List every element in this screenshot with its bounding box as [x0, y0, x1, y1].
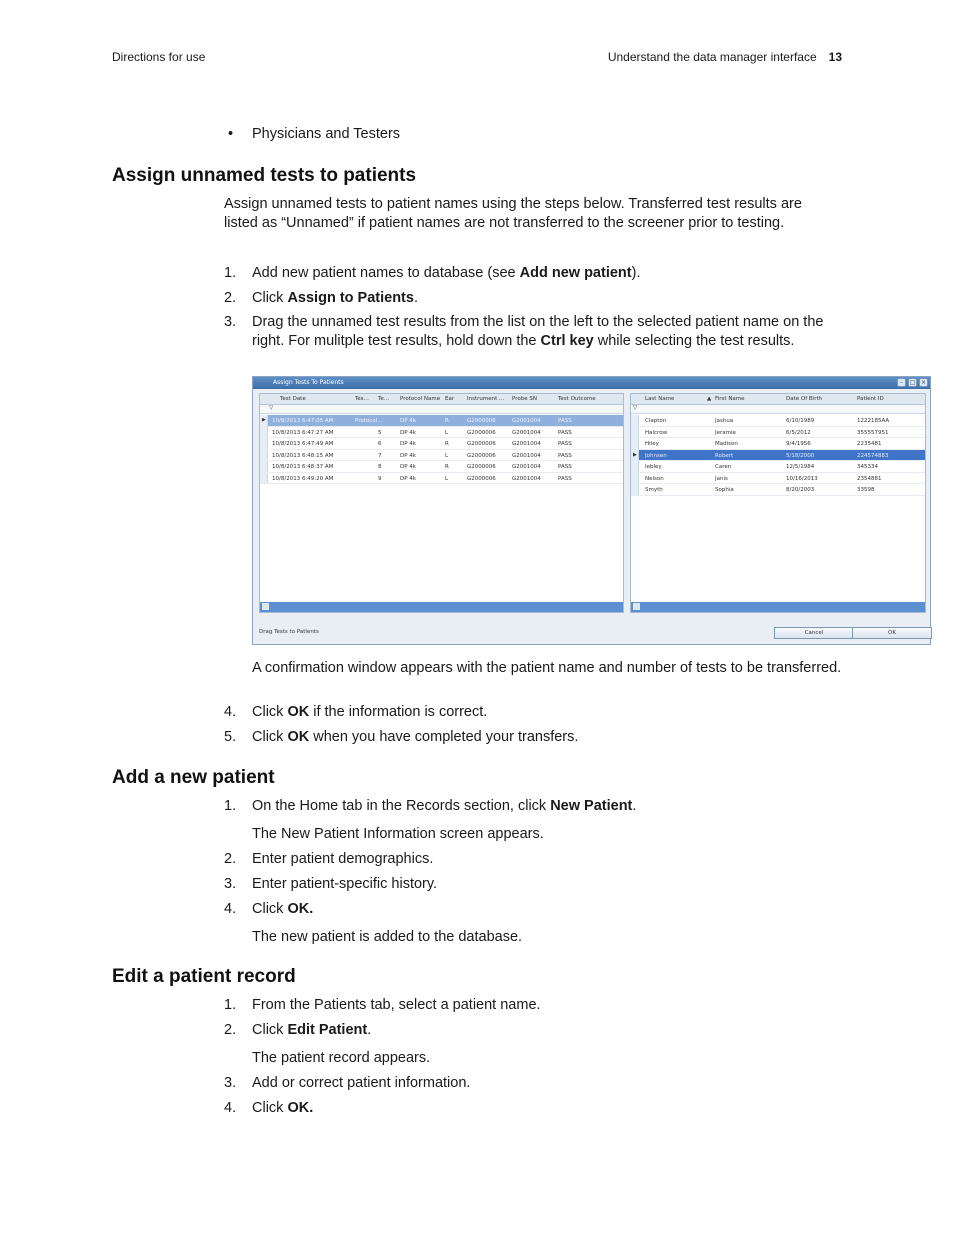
table-cell: PASS [558, 441, 572, 447]
table-cell: 12/5/1984 [786, 464, 815, 470]
col-header[interactable]: Test Date [280, 396, 306, 402]
table-row[interactable] [631, 450, 925, 462]
table-cell: 10/16/2013 [786, 475, 818, 482]
table-cell: L [445, 429, 449, 436]
step-number: 4. [224, 901, 237, 917]
table-cell: 10/8/2013 6:47:05 AM [272, 418, 334, 424]
table-cell: PASS [558, 418, 572, 424]
col-header[interactable]: Date Of Birth [786, 396, 823, 402]
running-header-right [608, 50, 842, 64]
row-selector[interactable] [631, 473, 639, 484]
row-selector[interactable] [631, 427, 639, 438]
maximize-icon[interactable]: □ [909, 379, 916, 386]
table-row[interactable] [631, 473, 925, 485]
row-selector[interactable] [260, 473, 268, 484]
table-cell: 10/8/2013 6:47:27 AM [272, 429, 334, 436]
row-selector[interactable] [260, 427, 268, 438]
table-cell: 355557951 [857, 429, 889, 436]
sort-icon: ▲ [707, 396, 712, 402]
table-cell: Johnsen [645, 452, 667, 459]
step-number: 2. [224, 290, 237, 306]
table-cell: G2000006 [467, 464, 496, 470]
assign-tests-window [252, 376, 931, 645]
table-cell: Jeramie [715, 429, 736, 436]
running-header-left: Directions for use [112, 50, 206, 64]
table-cell: G2001004 [512, 429, 541, 436]
status-text: Drag Tests to Patients [259, 629, 319, 635]
checkbox-icon[interactable] [262, 603, 269, 610]
table-row[interactable] [631, 438, 925, 450]
cancel-button[interactable]: Cancel [774, 627, 854, 639]
table-cell: Janis [715, 475, 728, 482]
row-selector[interactable] [631, 484, 639, 495]
table-cell: Protocol... [355, 418, 383, 424]
col-header[interactable]: Patient ID [857, 396, 884, 402]
table-cell: 9 [378, 475, 382, 482]
step-number: 2. [224, 851, 237, 867]
col-header[interactable]: Last Name [645, 396, 675, 402]
step-text: Enter patient-specific history. [252, 876, 438, 892]
grid-footer [631, 602, 925, 612]
table-cell: L [445, 475, 449, 482]
step-text: Add or correct patient information. [252, 1075, 471, 1091]
table-cell: Madison [715, 441, 738, 447]
filter-icon[interactable]: ▽ [269, 405, 274, 411]
section-title-assign: Assign unnamed tests to patients [112, 165, 417, 186]
section-title-add-patient: Add a new patient [112, 767, 275, 788]
row-selector[interactable] [631, 415, 639, 426]
table-cell: Clapton [645, 418, 667, 424]
bullet-item [228, 126, 400, 142]
table-cell: 10/8/2013 6:48:37 AM [272, 464, 334, 470]
table-cell: 9/4/1956 [786, 441, 811, 447]
bullet-dot: • [228, 126, 234, 142]
col-header[interactable]: Tes... [355, 396, 369, 402]
step-text: Click OK. [252, 901, 314, 917]
table-cell: Halcrow [645, 429, 668, 436]
col-header[interactable]: Ear [445, 396, 455, 402]
table-row[interactable] [260, 450, 623, 462]
edit-note: The patient record appears. [252, 1050, 431, 1066]
table-cell: 10/8/2013 6:48:15 AM [272, 452, 334, 459]
table-cell: Caren [715, 464, 732, 470]
col-header[interactable]: Probe SN [512, 396, 537, 402]
table-cell: 6/5/2012 [786, 429, 811, 436]
section-title-edit-record: Edit a patient record [112, 966, 296, 987]
step-text: Add new patient names to database (see Add new patient). [252, 265, 641, 281]
table-cell: PASS [558, 475, 572, 482]
table-cell: R [445, 441, 449, 447]
table-row[interactable] [260, 427, 623, 439]
table-cell: G2001004 [512, 452, 541, 459]
row-selector[interactable] [631, 450, 639, 461]
add-note-2: The new patient is added to the database. [252, 929, 523, 945]
table-row[interactable] [631, 427, 925, 439]
table-cell: 5/18/2000 [786, 452, 815, 459]
table-row[interactable] [260, 438, 623, 450]
step-text: Click Edit Patient. [252, 1022, 372, 1038]
step-number: 2. [224, 1022, 237, 1038]
row-arrow-icon: ▶ [262, 417, 266, 423]
table-cell: Hiley [645, 441, 659, 447]
table-cell: 224574883 [857, 452, 889, 459]
col-header[interactable]: Instrument ... [467, 396, 505, 402]
table-cell: R [445, 418, 449, 424]
grid-header [260, 394, 623, 405]
table-cell: 6 [378, 441, 382, 447]
bullet-text: Physicians and Testers [252, 126, 401, 142]
step-text: Drag the unnamed test results from the list on the left to the selected patient name on the right. For mulitple test results, hold down the Ctrl key while selecting the test results. [252, 314, 824, 349]
table-cell: G2000006 [467, 429, 496, 436]
ok-button[interactable]: OK [852, 627, 932, 639]
table-cell: 7 [378, 452, 382, 459]
table-cell: G2001004 [512, 418, 541, 424]
row-selector[interactable] [260, 461, 268, 472]
table-cell: 2235481 [857, 441, 882, 447]
window-title: Assign Tests To Patients [253, 377, 930, 389]
link-add-new-patient: Add new patient [519, 265, 632, 281]
step-text: Click Assign to Patients. [252, 290, 418, 306]
add-note-1: The New Patient Information screen appears. [252, 826, 544, 842]
minimize-icon[interactable]: – [897, 378, 906, 387]
step-text: Click OK if the information is correct. [252, 704, 488, 720]
table-cell: DP 4k [400, 441, 416, 447]
table-cell: G2000006 [467, 475, 496, 482]
col-header[interactable]: Te... [378, 396, 390, 402]
table-cell: L [445, 452, 449, 459]
table-cell: PASS [558, 429, 572, 436]
assign-intro: Assign unnamed tests to patient names using the steps below. Transferred test results are listed as “Unnamed” if patient names are not transferred to the screener prior to testing. [224, 196, 802, 231]
step-text: Click OK when you have completed your transfers. [252, 729, 579, 745]
step-text: Click OK. [252, 1100, 314, 1116]
table-cell: 8 [378, 464, 382, 470]
table-cell: DP 4k [400, 464, 416, 470]
step-number: 5. [224, 729, 237, 745]
row-selector[interactable] [260, 438, 268, 449]
table-cell: 1222185AA [857, 418, 890, 424]
row-selector[interactable] [631, 461, 639, 472]
step-number: 1. [224, 997, 237, 1013]
close-icon[interactable]: × [920, 379, 927, 386]
table-cell: Nelson [645, 475, 664, 482]
table-cell: G2000006 [467, 441, 496, 447]
table-cell: 2354881 [857, 475, 882, 482]
step-number: 4. [224, 704, 237, 720]
table-cell: 5 [378, 429, 382, 436]
running-header-section: Understand the data manager interface [607, 50, 817, 64]
filter-row[interactable] [631, 405, 925, 414]
step-number: 1. [224, 798, 237, 814]
table-cell: 33598 [857, 487, 875, 493]
table-cell: Sophia [715, 487, 734, 493]
table-cell: PASS [558, 464, 572, 470]
table-cell: DP 4k [400, 475, 416, 482]
row-selector[interactable] [631, 438, 639, 449]
grid-footer [260, 602, 623, 612]
unnamed-tests-grid[interactable] [259, 393, 624, 613]
table-cell: PASS [558, 452, 572, 459]
table-cell: 6/10/1989 [786, 418, 815, 424]
page-number: 13 [828, 50, 842, 64]
filter-icon[interactable]: ▽ [633, 405, 638, 411]
table-cell: G2000006 [467, 452, 496, 459]
table-cell: Smyth [645, 487, 663, 493]
row-selector[interactable] [260, 450, 268, 461]
table-cell: Robert [715, 452, 734, 459]
checkbox-icon[interactable] [633, 603, 640, 610]
row-arrow-icon: ▶ [633, 451, 637, 458]
table-row[interactable] [631, 484, 925, 496]
col-header[interactable]: Test Outcome [558, 396, 596, 402]
step-text: From the Patients tab, select a patient name. [252, 997, 541, 1013]
grid-header [631, 394, 925, 405]
table-row[interactable] [260, 461, 623, 473]
table-cell: G2001004 [512, 475, 541, 482]
table-cell: 8/20/2003 [786, 487, 815, 493]
step-number: 3. [224, 1075, 237, 1091]
row-selector[interactable] [260, 415, 268, 426]
table-cell: DP 4k [400, 429, 416, 436]
table-cell: R [445, 464, 449, 470]
table-cell: DP 4k [400, 418, 416, 424]
step-number: 4. [224, 1100, 237, 1116]
confirm-note: A confirmation window appears with the patient name and number of tests to be transferred. [252, 660, 842, 676]
table-cell: G2001004 [512, 464, 541, 470]
step-number: 1. [224, 265, 237, 281]
table-cell: G2001004 [512, 441, 541, 447]
col-header[interactable]: Protocol Name [400, 396, 441, 402]
table-cell: G2000006 [467, 418, 496, 424]
table-cell: Jashua [715, 418, 734, 424]
table-cell: 10/8/2013 6:49:20 AM [272, 475, 334, 482]
table-cell: DP 4k [400, 452, 416, 459]
patients-grid[interactable] [630, 393, 926, 613]
table-row[interactable] [260, 415, 623, 427]
step-text: On the Home tab in the Records section, click New Patient. [252, 798, 637, 814]
table-row[interactable] [260, 473, 623, 485]
step-number: 3. [224, 876, 237, 892]
table-row[interactable] [631, 415, 925, 427]
step-number: 3. [224, 314, 237, 330]
table-row[interactable] [631, 461, 925, 473]
table-cell: Iebley [645, 464, 662, 470]
filter-row[interactable] [260, 405, 623, 414]
table-cell: 345334 [857, 464, 878, 470]
window-controls [897, 378, 928, 388]
step-text: Enter patient demographics. [252, 851, 434, 867]
table-cell: 10/8/2013 6:47:49 AM [272, 441, 334, 447]
col-header[interactable]: First Name [715, 396, 745, 402]
